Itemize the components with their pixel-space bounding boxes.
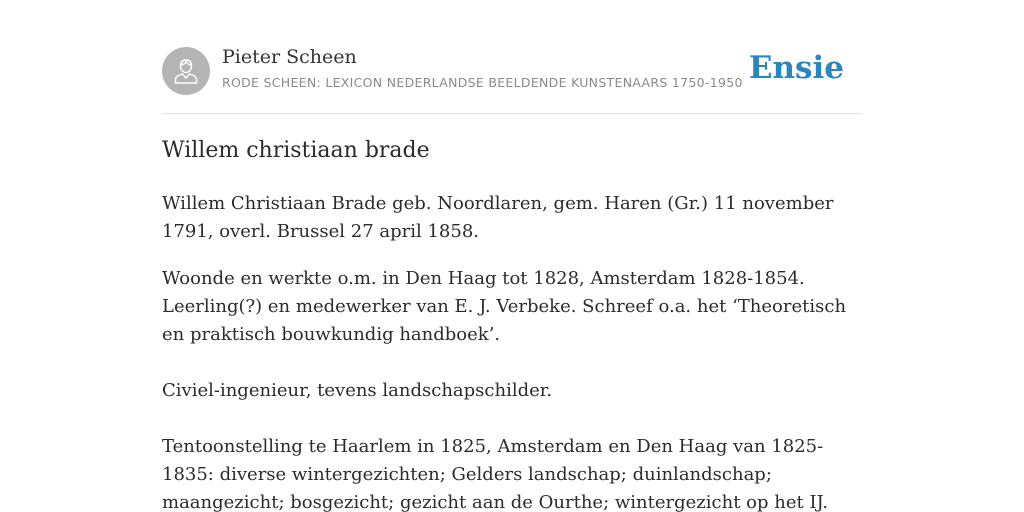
author-name[interactable]: Pieter Scheen	[222, 46, 357, 68]
author-avatar[interactable]	[162, 47, 210, 95]
article-body	[162, 190, 862, 512]
article-header	[162, 46, 862, 96]
ensie-logo[interactable]: Ensie	[748, 50, 844, 86]
paragraph-profession: Civiel-ingenieur, tevens landschapschilder.	[162, 380, 553, 401]
user-icon	[171, 56, 201, 86]
paragraph-career: Woonde en werkte o.m. in Den Haag tot 1828, Amsterdam 1828-1854. Leerling(?) en medewerker van E. J. Verbeke. Schreef o.a. het ‘Theoretisch en praktisch bouwkundig handboek’.	[162, 268, 847, 345]
header-divider	[162, 113, 862, 114]
article-title: Willem christiaan brade	[162, 138, 430, 163]
paragraph-birth: Willem Christiaan Brade geb. Noordlaren, gem. Haren (Gr.) 11 november 1791, overl. Brussel 27 april 1858.	[162, 193, 834, 242]
source-title[interactable]: RODE SCHEEN: LEXICON NEDERLANDSE BEELDENDE KUNSTENAARS 1750-1950	[222, 75, 743, 90]
paragraph-exhibitions: Tentoonstelling te Haarlem in 1825, Amsterdam en Den Haag van 1825-1835: diverse wintergezichten; Gelders landschap; duinlandschap; maangezicht; bosgezicht; gezicht aan de Ourthe; wintergezicht op het IJ.	[162, 436, 829, 512]
